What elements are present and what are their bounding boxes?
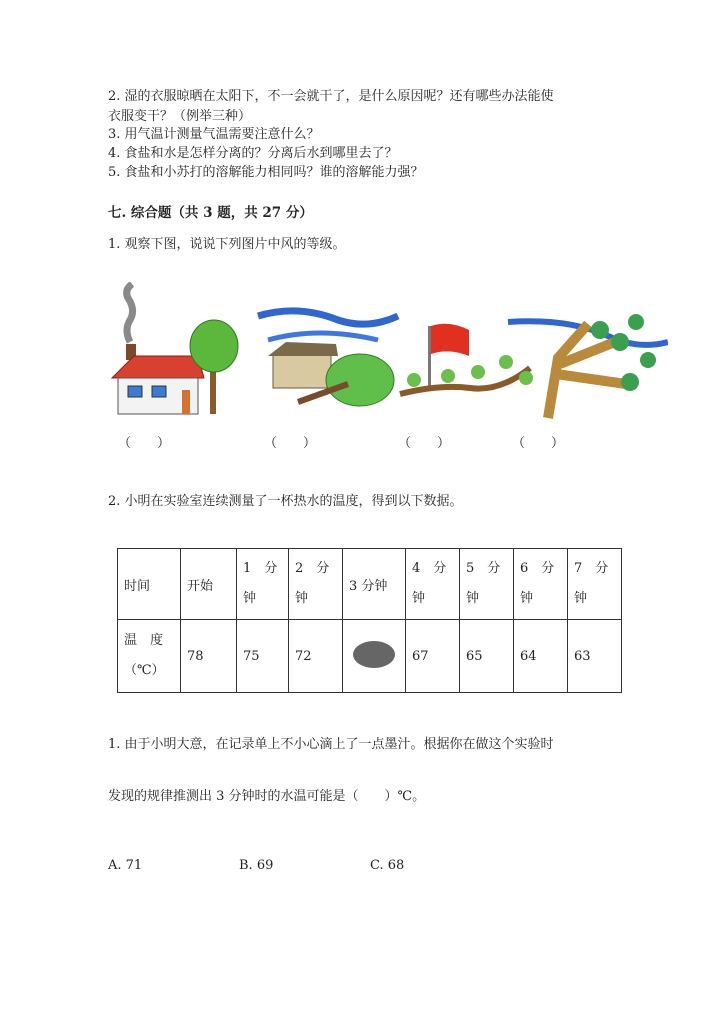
sub-question-line-1: 1. 由于小明大意，在记录单上不小心滴上了一点墨汁。根据你在做这个实验时: [108, 737, 554, 752]
temperature-cell: 65: [460, 620, 514, 693]
section-title: 七. 综合题（共 3 题，共 27 分）: [108, 205, 313, 221]
storm-picture: [258, 311, 398, 406]
answer-blank-4[interactable]: （ ）: [512, 436, 565, 451]
wind-level-illustrations: [108, 282, 668, 422]
temperature-cell: 72: [289, 620, 343, 693]
answer-blank-1[interactable]: （ ）: [118, 436, 171, 451]
time-cell: 7 分钟: [574, 561, 609, 606]
time-cell: 2 分钟: [295, 561, 330, 606]
broken-tree-picture: [508, 314, 668, 418]
time-cell: 4 分钟: [412, 561, 447, 606]
time-row: [118, 549, 622, 620]
temperature-cell: 64: [514, 620, 568, 693]
comprehensive-question-1: 1. 观察下图，说说下列图片中风的等级。: [108, 237, 346, 252]
time-cell: 6 分钟: [520, 561, 555, 606]
temperature-cell: 78: [181, 620, 237, 693]
temperature-header: 温 度（℃）: [124, 633, 165, 678]
answer-blank-3[interactable]: （ ）: [398, 436, 451, 451]
house-picture: [112, 284, 238, 414]
question-2-line-2: 衣服变干？（例举三种）: [108, 109, 252, 124]
temperature-cell: 75: [237, 620, 289, 693]
question-4: 4. 食盐和水是怎样分离的？分离后水到哪里去了？: [108, 146, 398, 161]
time-cell: 5 分钟: [466, 561, 501, 606]
time-header: 时间: [118, 549, 181, 620]
answer-blank-2[interactable]: （ ）: [264, 436, 317, 451]
temperature-cell: 63: [568, 620, 622, 693]
temperature-table: [117, 548, 622, 693]
sub-question-line-2: 发现的规律推测出 3 分钟时的水温可能是（ ）℃。: [108, 789, 426, 804]
comprehensive-question-2: 2. 小明在实验室连续测量了一杯热水的温度，得到以下数据。: [108, 494, 463, 509]
option-b[interactable]: B. 69: [239, 858, 274, 873]
temperature-row: [118, 620, 622, 693]
question-5: 5. 食盐和小苏打的溶解能力相同吗？谁的溶解能力强？: [108, 165, 424, 180]
time-cell: 3 分钟: [343, 549, 406, 620]
time-cell: 1 分钟: [243, 561, 278, 606]
ink-blot: [353, 641, 395, 668]
question-3: 3. 用气温计测量气温需要注意什么？: [108, 127, 320, 142]
question-2-line-1: 2. 湿的衣服晾晒在太阳下，不一会就干了，是什么原因呢？还有哪些办法能使: [108, 89, 554, 104]
option-c[interactable]: C. 68: [370, 858, 405, 873]
flag-picture: [400, 324, 533, 394]
temperature-cell: 67: [406, 620, 460, 693]
option-a[interactable]: A. 71: [108, 858, 143, 873]
time-cell: 开始: [181, 549, 237, 620]
